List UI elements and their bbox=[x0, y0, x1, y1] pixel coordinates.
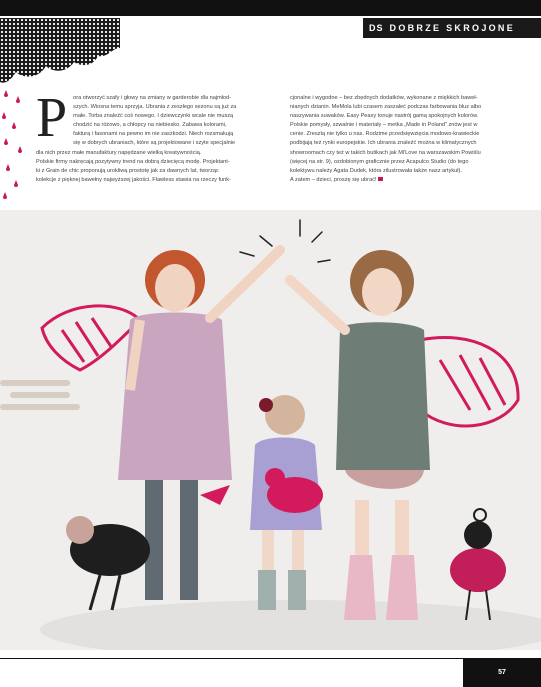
article-line: szych. Wiosna temu sprzyja. Ubrania z zeszłego sezonu są już za bbox=[73, 104, 237, 111]
article-line: Polskie pomysły, szwalnie i materiały – metka „Made in Poland” znów jest w bbox=[290, 122, 478, 129]
section-code: DS bbox=[369, 23, 384, 33]
halftone-cloud-decoration bbox=[0, 18, 120, 92]
raindrops-decoration bbox=[0, 88, 30, 228]
article-line: cjonalne i wygodne – bez zbędnych dodatków, wykonane z miękkich baweł- bbox=[290, 95, 478, 101]
section-tab bbox=[363, 18, 541, 38]
article-line: podbijają też rynki europejskie. Ich ubrania znaleźć można w klimatycznych bbox=[290, 140, 477, 147]
article-line: dla nich przez małe manufaktury napędzane wielką kreatywnością. bbox=[36, 149, 202, 156]
article-line: fakturą i fasonami na pewno im nie zaszkodzi. Niech rozsmakują bbox=[73, 131, 234, 138]
article-line: cenie. Zresztą nie tylko u nas. Rodzime przedsięwzięcia modowo-krawieckie bbox=[290, 131, 480, 138]
article-line: ora otworzyć szafy i głowy na zmiany w garderobie dla najmłod- bbox=[73, 95, 232, 101]
end-mark-icon bbox=[378, 177, 383, 181]
article-line: się w dobrych ubraniach, które są projektowane i szyte specjalnie bbox=[73, 140, 236, 147]
page-number-tab bbox=[463, 658, 541, 687]
article-line: chodzić na różowo, a chłopcy na niebiesko. Zabawa kolorami, bbox=[73, 122, 227, 129]
article-column-right bbox=[290, 94, 528, 185]
article-column-left bbox=[36, 87, 274, 185]
article-line: (więcej na str. 9), ozdobionym graficznie przez Acapulco Studio (do tego bbox=[290, 158, 469, 165]
fashion-photo bbox=[0, 210, 541, 650]
article-line: nianych dzianin. MeMola lubi czasem zaszaleć podczas farbowania bluz albo bbox=[290, 104, 482, 111]
article-line: kolektywu należy Agata Dudek, która zilustrowała także nasz artykuł). bbox=[290, 167, 462, 174]
article-line: showroomach czy też w takich butikach jak Mi'Love na warszawskim Powiślu bbox=[290, 149, 481, 156]
article-line: A zatem – dzieci, proszę się ubrać! bbox=[290, 176, 528, 185]
article-line: małe. Torba znaleźć coś nowego. I dziewczynki wcale nie muszą bbox=[73, 113, 234, 120]
photo-illustration bbox=[0, 210, 541, 650]
drop-cap: P bbox=[36, 87, 68, 149]
header-black-strip bbox=[0, 0, 541, 16]
article-line: Polskie firmy nakręcają pozytywny trend na dobrą dziecięcą modę. Projektant- bbox=[36, 158, 230, 165]
page-number: 57 bbox=[498, 669, 506, 676]
footer-rule bbox=[0, 658, 541, 659]
article-line: ki z Grain de chic proponują urokliwą prostotę jak za dawnych lat, tworząc bbox=[36, 167, 219, 174]
section-name: DOBRZE SKROJONE bbox=[389, 23, 516, 33]
article-line: naszywania suwaków. Easy Peasy tonuje nastrój gamą spokojnych kolorów. bbox=[290, 113, 479, 120]
article-line: kolekcje z pięknej bawełny najwyższej jakości. Flawless stawia na rzeczy funk- bbox=[36, 176, 231, 183]
